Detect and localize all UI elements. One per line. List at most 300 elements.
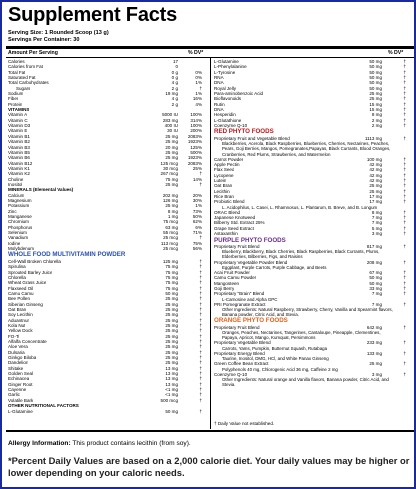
nutrient-dv: 200% [190, 128, 202, 134]
nutrient-name: FO-Ti [8, 333, 20, 339]
nutrient-amount: 1 mg [167, 213, 178, 219]
nutrient-dv: † [403, 85, 406, 91]
nutrient-name: Aduantnur [8, 317, 29, 323]
nutrient-amount: 0 g [171, 69, 178, 75]
serving-info [8, 30, 109, 44]
nutrient-name: Dandelion [8, 360, 29, 366]
nutrient-name: Green Coffee Bean Extract [214, 361, 269, 367]
nutrient-amount: 33 mg [369, 286, 382, 291]
nutrient-name: L-Glutamine [8, 408, 33, 414]
nutrient-name: Mangosteen [214, 280, 240, 286]
nutrient-name: Bioflavonoids [214, 96, 242, 102]
nutrient-dv: 1% [195, 91, 202, 97]
nutrient-amount: 25 mg [165, 155, 178, 161]
nutrient-amount: <1 mg [165, 392, 178, 398]
nutrient-amount: 500 mcg [160, 397, 178, 403]
nutrient-name: Lutein [214, 177, 227, 183]
nutrient-dv: † [199, 392, 202, 398]
nutrient-name: Bilberry Std. Extract 25% [214, 220, 265, 226]
nutrient-name: Potassium [8, 203, 30, 209]
nutrient-name: Echinacea [8, 376, 30, 382]
nutrient-dv: 2083% [187, 133, 202, 139]
nutrient-name: Dulsaria [8, 349, 25, 355]
nutrient-dv: 4% [195, 101, 202, 107]
nutrient-dv: † [403, 371, 406, 377]
nutrient-amount: 25 mg [369, 188, 382, 194]
nutrient-dv: 6% [195, 224, 202, 230]
nutrient-name: Coenzyme Q-10 [214, 123, 248, 129]
nutrient-dv: 125% [190, 144, 202, 150]
nutrient-dv: † [403, 194, 406, 199]
nutrient-name: Proprietary Vegetable Powder Blend [214, 259, 288, 265]
nutrient-amount: 55 mcg [163, 230, 178, 235]
nutrient-dv: 71% [192, 230, 202, 235]
nutrient-dv: † [199, 312, 202, 318]
table-header [8, 49, 410, 57]
nutrient-amount: 42 mg [369, 172, 382, 178]
nutrient-dv: † [199, 344, 202, 350]
nutrient-amount: 7 mg [371, 215, 382, 221]
nutrient-amount: 75 mg [165, 285, 178, 291]
blend-ingredients: Blueberry, Blackberry, Black Cherries, Black Raspberries, Black Currants, Plums, Elderberries, Bilberries, Figs, and Raisins [222, 249, 380, 260]
nutrient-row [8, 246, 206, 251]
nutrient-amount: 267 mcg [160, 171, 178, 177]
nutrient-amount: 8 mg [371, 209, 382, 215]
nutrient-row [214, 199, 412, 204]
nutrient-amount: 25 mg [165, 203, 178, 209]
nutrient-amount: 17 mg [369, 199, 382, 205]
nutrient-amount: 400 IU [164, 123, 178, 129]
nutrient-name: Inositol [8, 181, 23, 187]
nutrient-dv: 56% [192, 246, 202, 252]
nutrient-amount: 25 mcg [163, 235, 178, 241]
nutrient-dv: † [403, 135, 406, 141]
nutrient-name: Vitamin B2 [8, 139, 30, 145]
nutrient-amount: 25 mg [165, 181, 178, 187]
nutrient-amount: 17 mg [369, 194, 382, 199]
nutrient-name: Vitamin K1 [8, 165, 30, 171]
nutrient-dv: † [403, 80, 406, 86]
blend-ingredients: Other Ingredients: Natural orange and Vanilla flavors, Banana powder, Citric Acid, and Stevia. [222, 377, 389, 388]
nutrient-dv: † [403, 209, 406, 215]
nutrient-amount: 7 mg [371, 220, 382, 226]
nutrient-name: Flaxseed Oil [8, 285, 34, 291]
nutrient-amount: 17 [172, 59, 178, 64]
nutrient-dv: † [199, 280, 202, 286]
nutrient-amount: 125 mcg [160, 160, 178, 166]
nutrient-amount: 208 mg [366, 259, 382, 265]
nutrient-dv: † [199, 381, 202, 387]
nutrient-amount: 25 mg [165, 312, 178, 318]
nutrient-dv: † [199, 371, 202, 377]
nutrient-name: Alfalfa Concentrate [8, 339, 47, 345]
nutrient-dv: 0% [195, 69, 202, 75]
nutrient-name: Soy Lecithin [8, 312, 33, 318]
nutrient-dv: † [199, 181, 202, 187]
nutrient-amount: 50 mg [369, 75, 382, 81]
nutrient-name: Vitamin E [8, 128, 28, 134]
nutrient-name: Protein [8, 101, 23, 107]
nutrient-amount: 50 mg [369, 280, 382, 286]
nutrient-amount: 67 mg [369, 269, 382, 275]
nutrient-row [8, 409, 206, 414]
nutrient-dv: † [199, 328, 202, 334]
nutrient-dv: † [403, 275, 406, 281]
nutrient-dv: † [403, 215, 406, 221]
header-dv-left: % DV* [188, 50, 204, 56]
nutrient-dv: † [403, 107, 406, 113]
nutrient-amount: 7 mg [371, 301, 382, 307]
nutrient-name: Vitamin B6 [8, 155, 30, 161]
nutrient-amount: 25 mg [369, 96, 382, 102]
nutrient-amount: 13 mg [165, 371, 178, 377]
nutrient-name: L-Tyrosine [214, 69, 236, 75]
nutrient-name: L-Glutathione [214, 117, 242, 123]
right-column [214, 59, 412, 387]
nutrient-dv: † [403, 259, 406, 265]
nutrient-name: Proprietary Energy Blend [214, 350, 265, 356]
blend-ingredients: Polyphenols 40 mg, Chlorogenic Acid 36 mg, Caffeine 2 mg [222, 366, 338, 372]
nutrient-name: Sodium [8, 91, 24, 97]
nutrient-name: Yellow Dock [8, 328, 33, 334]
nutrient-name: Vitamin B1 [8, 133, 30, 139]
nutrient-amount: 50 mg [369, 80, 382, 86]
nutrient-dv: † [403, 69, 406, 75]
nutrient-name: Cell-Wall Broken Chlorella [8, 258, 61, 264]
nutrient-dv: † [403, 301, 406, 307]
nutrient-amount: 0 g [171, 75, 178, 81]
nutrient-dv: † [199, 171, 202, 177]
nutrient-dv: † [199, 339, 202, 345]
nutrient-amount: 25 mg [165, 333, 178, 339]
nutrient-row [214, 244, 412, 249]
nutrient-name: L-Glutamine [214, 59, 239, 64]
nutrient-dv: † [403, 96, 406, 102]
nutrient-dv: † [199, 296, 202, 302]
section-title: RED PHYTO FOODS [214, 128, 274, 136]
nutrient-dv: † [199, 269, 202, 275]
nutrient-name: Para-aminobenzoic Acid [214, 91, 264, 97]
nutrient-name: Vitamin D3 [8, 123, 31, 129]
nutrient-dv: † [403, 220, 406, 226]
nutrient-name: Vitamin K2 [8, 171, 30, 177]
nutrient-amount: <1 mg [165, 387, 178, 393]
nutrient-amount: 25 mg [165, 328, 178, 334]
nutrient-amount: 25 mg [369, 361, 382, 367]
nutrient-amount: 75 mg [165, 269, 178, 275]
nutrient-dv: 500% [190, 149, 202, 155]
nutrient-dv: † [403, 188, 406, 194]
nutrient-name: Hesperidin [214, 112, 236, 118]
nutrient-name: DNA [214, 107, 224, 113]
nutrient-dv: 25% [192, 165, 202, 171]
nutrient-dv: † [403, 244, 406, 249]
nutrient-dv: † [403, 101, 406, 107]
servings-per-container: Servings Per Container: 30 [8, 37, 80, 43]
nutrient-dv: † [403, 177, 406, 183]
nutrient-dv: 75% [192, 240, 202, 246]
nutrient-dv: † [199, 365, 202, 371]
nutrient-name: Vanadium [8, 235, 29, 241]
allergy-text: This product contains lecithin (from soy). [70, 440, 191, 447]
serving-size: Serving Size: 1 Rounded Scoop (13 g) [8, 30, 109, 36]
nutrient-amount: 50 mg [369, 64, 382, 70]
nutrient-dv: † [199, 274, 202, 280]
nutrient-name: Spirulina [8, 264, 26, 270]
nutrient-name: Wheat Grass Juice [8, 280, 47, 286]
nutrient-amount: 2 mg [371, 117, 382, 123]
nutrient-name: L-Phenylalanine [214, 64, 247, 70]
nutrient-amount: 113 mcg [160, 240, 178, 246]
nutrient-name: Manganese [8, 213, 32, 219]
header-dv-right: % DV* [388, 50, 404, 56]
nutrient-dv: † [403, 183, 406, 189]
section-title: PURPLE PHYTO FOODS [214, 236, 286, 244]
nutrient-amount: 283 mg [162, 117, 178, 123]
nutrient-amount: 25 mg [369, 91, 382, 97]
nutrient-name: Proprietary "Brain" Blend [214, 291, 265, 297]
footnote: *Percent Daily Values are based on a 2,000 calorie diet. Your daily values may be higher or lower depending on your caloric needs. [8, 455, 410, 478]
nutrient-row [214, 372, 412, 377]
nutrient-dv: 14% [192, 176, 202, 182]
nutrient-name: Zinc [8, 208, 17, 214]
nutrient-name: Proprietary Fruit Blend [214, 244, 260, 249]
nutrient-amount: 8 mg [371, 112, 382, 118]
nutrient-amount: 125 mg [162, 258, 178, 264]
nutrient-dv: † [199, 306, 202, 312]
nutrient-amount: 50 mg [369, 275, 382, 281]
nutrient-amount: 13 mg [165, 381, 178, 387]
nutrient-dv: † [403, 75, 406, 81]
nutrient-amount: 25 mg [165, 133, 178, 139]
nutrient-row [214, 361, 412, 366]
blend-ingredients: Eggplant, Purple Carrots, Purple Cabbage, and Beets [222, 264, 327, 270]
nutrient-name: Camu Camu [8, 290, 34, 296]
nutrient-amount: 5000 IU [162, 112, 178, 118]
nutrient-amount: 50 mg [369, 59, 382, 64]
nutrient-amount: 75 mg [165, 274, 178, 280]
nutrient-name: Camu Camu Powder [214, 275, 257, 281]
nutrient-name: Proprietary Fruit and Vegetable Blend [214, 135, 290, 141]
nutrient-dv: 16% [192, 96, 202, 102]
nutrient-amount: 4 g [171, 96, 178, 102]
nutrient-name: Acai Fruit Powder [214, 269, 250, 275]
nutrient-name: Shitake [8, 365, 24, 371]
nutrient-row [214, 231, 412, 236]
nutrient-name: Vitamin B12 [8, 160, 33, 166]
nutrient-name: Golden Seal [8, 371, 34, 377]
nutrient-amount: 63 mg [165, 224, 178, 230]
nutrient-row [214, 291, 412, 296]
nutrient-amount: 2 mg [371, 123, 382, 129]
nutrient-name: Rice Bran [214, 194, 234, 199]
nutrient-name: Coenzyme Q-10 [214, 371, 248, 377]
nutrient-name: Ginger Root [8, 381, 33, 387]
nutrient-amount: 13 mg [165, 365, 178, 371]
nutrient-name: Flax Seed [214, 167, 235, 173]
nutrient-row [214, 123, 412, 128]
nutrient-name: Volatile Bark [8, 397, 34, 403]
nutrient-dv: † [199, 235, 202, 241]
nutrient-amount: 25 mg [165, 317, 178, 323]
nutrient-name: Proprietary Fruit Blend [214, 324, 260, 330]
nutrient-amount: 233 mg [366, 340, 382, 346]
nutrient-name: Calories from Fat [8, 64, 43, 70]
nutrient-amount: 25 mg [165, 360, 178, 366]
nutrient-row [214, 325, 412, 330]
nutrient-name: Oat Bran [8, 306, 27, 312]
nutrient-dv: † [403, 199, 406, 205]
nutrient-name: Oat Bran [214, 183, 233, 189]
nutrient-name: Lecithin [214, 188, 230, 194]
nutrient-dv: † [199, 85, 202, 91]
nutrient-name: Apple Pectin [214, 161, 240, 167]
nutrient-amount: 30 IU [167, 128, 178, 134]
nutrient-dv: † [199, 290, 202, 296]
nutrient-amount: 4 g [171, 80, 178, 86]
nutrient-name: VITAMINS [8, 107, 30, 113]
blend-ingredients: Other Ingredients: Natural Raspberry, Strawberry, Cherry, Vanilla and Spearmint flavors, Banana powder, Citric Acid, and Stevia. [222, 307, 393, 318]
nutrient-name: RNA [214, 75, 224, 81]
nutrient-amount: 13 mg [165, 376, 178, 382]
nutrient-dv: † [403, 361, 406, 367]
nutrient-amount: 15 mg [369, 101, 382, 107]
nutrient-amount: 25 mg [165, 323, 178, 328]
nutrient-name: Chromium [8, 219, 29, 225]
nutrient-dv: † [199, 317, 202, 323]
nutrient-name: Carrot Powder [214, 156, 244, 162]
nutrient-dv: 30% [192, 197, 202, 203]
nutrient-dv: 1923% [187, 139, 202, 145]
nutrient-dv: 100% [190, 123, 202, 129]
nutrient-name: Saturated Fat [8, 75, 36, 81]
nutrient-amount: 0 [175, 64, 178, 70]
nutrient-name: Goji Berry [214, 286, 235, 291]
nutrient-name: OTHER NUTRITIONAL FACTORS [8, 403, 79, 409]
nutrient-dv: † [199, 333, 202, 339]
blend-ingredients: Oranges, Peaches, Nectarines, Tangerines, Cantaloupe, Pineapple, Clementines, Papaya, Apricot, Mango, Kumquat, Persimmons [222, 330, 381, 341]
nutrient-dv: † [199, 285, 202, 291]
nutrient-name: Total Carbohydrates [8, 80, 49, 86]
header-amount: Amount Per Serving [8, 50, 58, 56]
nutrient-name: Molybdenum [8, 246, 35, 252]
nutrient-name: Magnesium [8, 197, 32, 203]
nutrient-amount: 25 mg [165, 306, 178, 312]
nutrient-dv: 2083% [187, 160, 202, 166]
nutrient-amount: 133 mg [366, 350, 382, 356]
nutrient-name: Aloe Vera [8, 344, 28, 350]
nutrient-dv: † [199, 376, 202, 382]
nutrient-dv: † [403, 340, 406, 346]
nutrient-amount: 8 mg [167, 208, 178, 214]
nutrient-dv: † [199, 387, 202, 393]
nutrient-dv: † [199, 323, 202, 328]
nutrient-dv: † [403, 161, 406, 167]
daily-value-note: † Daily Value not established. [214, 421, 275, 426]
nutrient-name: MINERALS (Elemental Values) [8, 187, 74, 193]
nutrient-amount: 75 mg [165, 176, 178, 182]
nutrient-name: Siberian Ginseng [8, 301, 43, 307]
nutrient-name: Fiber [8, 96, 19, 102]
nutrient-amount: 25 mg [165, 139, 178, 145]
nutrient-name: Bee Pollen [8, 296, 30, 302]
nutrient-amount: 3 mg [371, 371, 382, 377]
nutrient-name: Garlic [8, 392, 20, 398]
allergy-label: Allergy Information: [8, 440, 71, 447]
nutrient-dv: † [403, 269, 406, 275]
nutrient-name: Vitamin C [8, 117, 28, 123]
nutrient-name: Lycopene [214, 172, 234, 178]
nutrient-name: Astaxanthin [214, 231, 238, 237]
nutrient-row [214, 260, 412, 265]
nutrient-amount: 30 mcg [163, 165, 178, 171]
nutrient-name: Calories [8, 59, 25, 64]
nutrient-amount: 50 mg [369, 85, 382, 91]
nutrient-dv: † [199, 349, 202, 355]
nutrient-name: Cayenne [8, 387, 27, 393]
nutrient-row [214, 340, 412, 345]
nutrient-name: PRI Pomegranate Extract [214, 301, 266, 307]
nutrient-amount: 817 mg [366, 244, 382, 249]
nutrient-name: Japanese Knotweed [214, 215, 256, 221]
nutrient-dv: † [199, 397, 202, 403]
nutrient-dv: † [403, 59, 406, 64]
nutrient-amount: 75 mg [165, 264, 178, 270]
nutrient-dv: † [403, 167, 406, 173]
nutrient-amount: 3 mg [371, 231, 382, 237]
blend-ingredients: Taurine, Inositol, DMG, HCl, and White Panax Ginseng [222, 356, 329, 362]
nutrient-amount: 100 mg [366, 156, 382, 162]
nutrient-name: DNA [214, 80, 224, 86]
nutrient-amount: 42 mg [369, 161, 382, 167]
nutrient-dv: † [403, 280, 406, 286]
nutrient-row [214, 351, 412, 356]
nutrient-dv: † [403, 64, 406, 70]
blend-ingredients: L-Carnosine and Alpha GPC [222, 296, 278, 302]
nutrient-amount: 42 mg [369, 167, 382, 173]
nutrient-amount: 15 mg [369, 107, 382, 113]
nutrient-row [214, 302, 412, 307]
nutrient-name: Selenium [8, 230, 27, 235]
nutrient-name: Kola Nut [8, 323, 26, 328]
section-title: ORANGE PHYTO FOODS [214, 317, 288, 325]
nutrient-amount: 2 g [171, 101, 178, 107]
nutrient-amount: 75 mg [165, 280, 178, 286]
nutrient-dv: 73% [192, 208, 202, 214]
nutrient-amount: 42 mg [369, 177, 382, 183]
nutrient-amount: 19 mg [165, 91, 178, 97]
nutrient-dv: 50% [192, 213, 202, 219]
nutrient-dv: † [403, 112, 406, 118]
nutrient-dv: † [403, 117, 406, 123]
nutrient-dv: † [403, 291, 406, 297]
nutrient-dv: † [403, 172, 406, 178]
blend-ingredients: L. Acidophilus, L. Casei, L. Rhamnosus, L. Plantarum, B. Breve, and B. Longum [222, 204, 378, 210]
nutrient-amount: 20 mg [165, 144, 178, 150]
nutrient-amount: 2 g [171, 85, 178, 91]
nutrient-name: Sprouted Barley Juice [8, 269, 53, 275]
bottom-divider [6, 430, 414, 432]
nutrient-amount: 25 mg [165, 349, 178, 355]
nutrient-dv: † [199, 264, 202, 270]
nutrient-name: Probiotic Blend [214, 199, 245, 205]
nutrient-amount: 50 mg [165, 408, 178, 414]
nutrient-name: Phosphorus [8, 224, 33, 230]
nutrient-name: Vitamin A [8, 112, 28, 118]
nutrient-dv: † [199, 258, 202, 264]
nutrient-dv: 20% [192, 192, 202, 198]
column-divider [210, 58, 211, 429]
